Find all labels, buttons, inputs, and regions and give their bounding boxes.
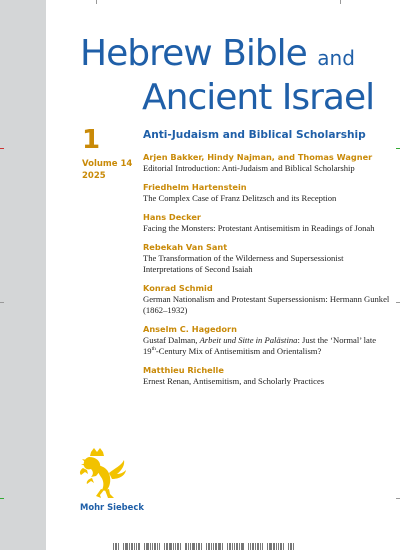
barcode-bar	[190, 543, 191, 550]
barcode-bar	[177, 543, 179, 550]
journal-title	[80, 34, 390, 118]
journal-title-line2: Ancient Israel	[142, 77, 375, 118]
barcode-bar	[227, 543, 228, 550]
issue-info	[82, 126, 142, 182]
barcode-bar	[255, 543, 256, 550]
lion-rampant-icon	[79, 448, 127, 500]
barcode-bar	[215, 543, 217, 550]
barcode-bar	[248, 543, 249, 550]
barcode-bar	[192, 543, 195, 550]
toc-author: Hans Decker	[143, 212, 201, 222]
barcode-bar	[131, 543, 133, 550]
barcode-bar	[118, 543, 119, 550]
barcode-bar	[218, 543, 221, 550]
barcode-bar	[180, 543, 181, 550]
toc-title: The Complex Case of Franz Delitzsch and its Reception	[143, 193, 337, 203]
barcode-bar	[113, 543, 114, 550]
toc-entry	[143, 152, 393, 174]
toc-title: Facing the Monsters: Protestant Antisemitism in Readings of Jonah	[143, 223, 375, 233]
barcode-bar	[229, 543, 231, 550]
barcode-bar	[222, 543, 223, 550]
toc-author: Konrad Schmid	[143, 283, 213, 293]
barcode-bar	[236, 543, 238, 550]
barcode-bar	[208, 543, 210, 550]
toc-entry	[143, 283, 393, 316]
crop-mark	[0, 302, 4, 303]
table-of-contents	[143, 129, 393, 395]
barcode-bar	[276, 543, 277, 550]
barcode-bar	[123, 543, 124, 550]
toc-title: Gustaf Dalman, Arbeit und Sitte in Palästina: Just the ‘Normal’ late 19th-Century Mix of Antisemitism and Orientalism?	[143, 335, 377, 356]
journal-title-line1: Hebrew Bible and	[80, 33, 355, 74]
barcode-bar	[278, 543, 279, 550]
toc-title: The Transformation of the Wilderness and Supersessionist Interpretations of Second Isaiah	[143, 253, 344, 274]
barcode-bar	[252, 543, 254, 550]
barcode-bar	[144, 543, 145, 550]
barcode-bar	[188, 543, 189, 550]
crop-mark	[0, 148, 4, 149]
barcode-bar	[257, 543, 259, 550]
barcode-bar	[157, 543, 158, 550]
barcode-bar	[115, 543, 117, 550]
barcode-bar	[273, 543, 275, 550]
issue-year: 2025	[82, 171, 106, 181]
barcode-bar	[146, 543, 149, 550]
issue-volume: Volume 14	[82, 159, 133, 169]
barcode-bar	[169, 543, 172, 550]
toc-author: Arjen Bakker, Hindy Najman, and Thomas Wagner	[143, 152, 373, 162]
barcode-bar	[201, 543, 202, 550]
toc-title-italic: Arbeit und Sitte in Palästina	[199, 335, 298, 345]
barcode-bar	[250, 543, 251, 550]
barcode-bar	[154, 543, 156, 550]
barcode-bar	[290, 543, 292, 550]
barcode-bar	[234, 543, 235, 550]
barcode-bar	[134, 543, 135, 550]
barcode-bar	[175, 543, 176, 550]
crop-mark	[396, 498, 400, 499]
barcode-bar	[150, 543, 151, 550]
barcode-bar	[173, 543, 174, 550]
barcode-bar	[213, 543, 214, 550]
barcode	[113, 543, 294, 550]
crop-mark	[0, 498, 4, 499]
toc-author: Matthieu Richelle	[143, 365, 224, 375]
toc-entry	[143, 324, 393, 357]
barcode-bar	[198, 543, 200, 550]
barcode-bar	[164, 543, 165, 550]
crop-mark	[340, 0, 341, 4]
toc-entry	[143, 242, 393, 275]
barcode-bar	[232, 543, 233, 550]
barcode-bar	[239, 543, 240, 550]
toc-author: Anselm C. Hagedorn	[143, 324, 237, 334]
toc-title: Editorial Introduction: Anti-Judaism and Biblical Scholarship	[143, 163, 355, 173]
barcode-bar	[125, 543, 128, 550]
toc-title: German Nationalism and Protestant Supersessionism: Hermann Gunkel (1862–1932)	[143, 294, 390, 315]
barcode-bar	[211, 543, 212, 550]
barcode-bar	[152, 543, 153, 550]
barcode-bar	[269, 543, 272, 550]
barcode-bar	[196, 543, 197, 550]
barcode-bar	[262, 543, 263, 550]
barcode-bar	[159, 543, 160, 550]
barcode-bar	[241, 543, 244, 550]
barcode-bar	[283, 543, 284, 550]
crop-mark	[396, 148, 400, 149]
journal-title-and: and	[317, 46, 355, 70]
barcode-bar	[206, 543, 207, 550]
crop-mark	[396, 302, 400, 303]
crop-mark	[96, 0, 97, 4]
barcode-bar	[293, 543, 294, 550]
barcode-bar	[280, 543, 282, 550]
publisher-name: Mohr Siebeck	[80, 502, 144, 512]
toc-title: Ernest Renan, Antisemitism, and Scholarly Practices	[143, 376, 325, 386]
issue-theme: Anti-Judaism and Biblical Scholarship	[143, 129, 366, 141]
barcode-bar	[166, 543, 168, 550]
toc-entry	[143, 365, 393, 387]
issue-number: 1	[82, 125, 101, 155]
barcode-bar	[267, 543, 268, 550]
barcode-bar	[129, 543, 130, 550]
spine-band	[0, 0, 46, 550]
barcode-bar	[138, 543, 140, 550]
toc-entry	[143, 212, 393, 234]
barcode-bar	[288, 543, 289, 550]
toc-author: Friedhelm Hartenstein	[143, 182, 247, 192]
barcode-bar	[260, 543, 261, 550]
barcode-bar	[136, 543, 137, 550]
barcode-bar	[185, 543, 187, 550]
toc-author: Rebekah Van Sant	[143, 242, 228, 252]
toc-entry	[143, 182, 393, 204]
